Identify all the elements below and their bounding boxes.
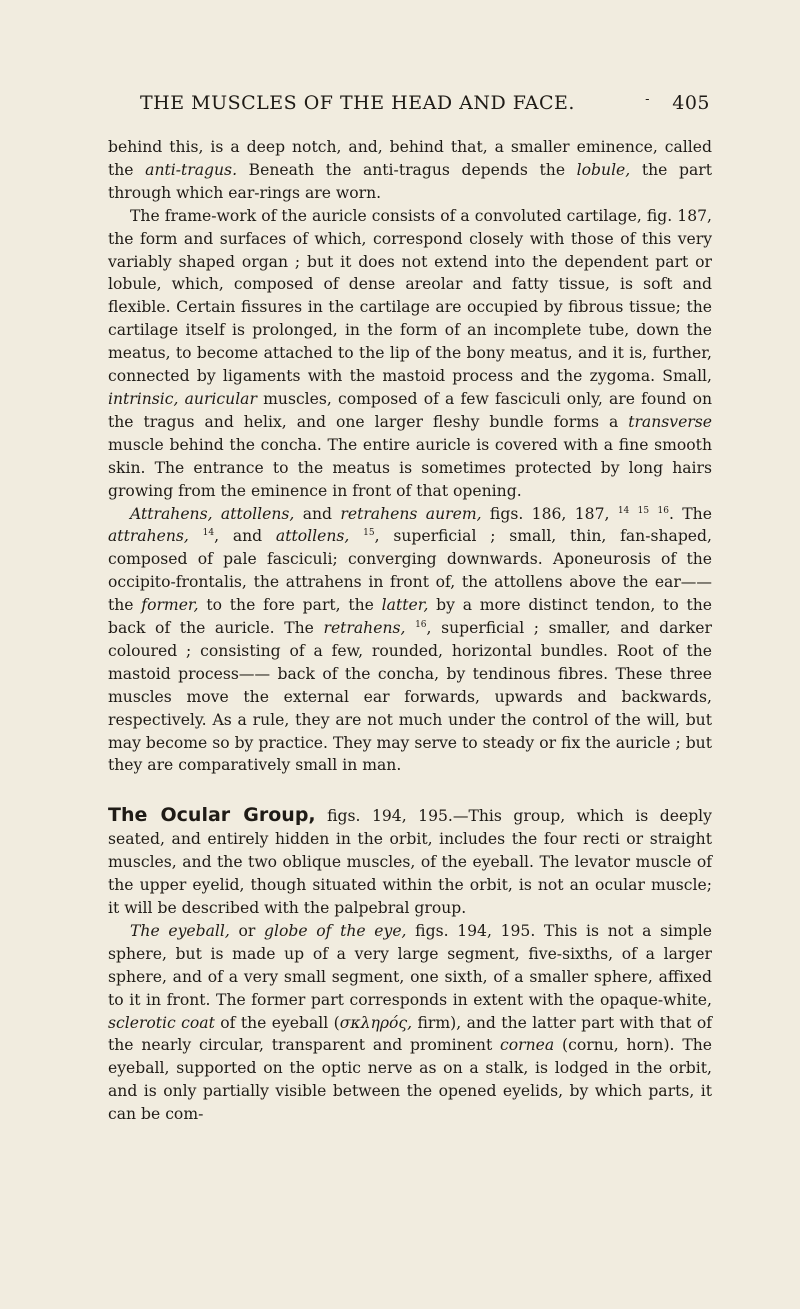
running-title: THE MUSCLES OF THE HEAD AND FACE. bbox=[140, 92, 575, 114]
term-sclerotic-coat: sclerotic coat bbox=[108, 1013, 215, 1032]
term-lobule: lobule, bbox=[576, 160, 631, 179]
term-attollens: attollens, bbox=[275, 527, 350, 546]
term-greek-skleros: σκληρός, bbox=[339, 1013, 413, 1032]
term-anti-tragus: anti-tragus. bbox=[145, 160, 238, 179]
ref-15b: 15 bbox=[363, 528, 375, 539]
paragraph-cartilage: The frame-work of the auricle consists of a convoluted cartilage, fig. 187, the form and surfaces of which, correspond closely with those of this very variably shaped organ ; but it does not extend into the dependent part or lobule, which, composed of dense areolar and fatty tissue, is soft and flexible. Certain fissures in the cartilage are occupied by fibrous tissue; the cartilage itself is prolonged, in the form of an incomplete tube, down the meatus, to become attached to the lip of the bony meatus, and it is, further, connected by ligaments with the mastoid process and the zygoma. Small, intrinsic, auricular muscles, composed of a few fasciculi only, are found on the tragus and helix, and one larger fleshy bundle forms a transverse muscle behind the concha. The entire auricle is covered with a fine smooth skin. The entrance to the meatus is sometimes protected by long hairs growing from the eminence in front of that opening. bbox=[108, 206, 712, 500]
term-globe: globe of the eye, bbox=[264, 921, 407, 940]
term-cornea: cornea bbox=[500, 1036, 555, 1055]
paragraph-eyeball: The eyeball, or globe of the eye, figs. 194, 195. This is not a simple sphere, but is made up of a very large segment, five-sixths, of a larger sphere, and of a very small segment, one sixth, of a smaller sphere, affixed to it in front. The former part corresponds in extent with the opaque-white, sclerotic coat of the eyeball (σκληρός, firm), and the latter part with that of the nearly circular, transparent and prominent cornea (cornu, horn). The eyeball, supported on the optic nerve as on a stalk, is lodged in the orbit, and is only partially visible between the opened eyelids, by which parts, it can be com- bbox=[108, 921, 713, 1124]
term-retrahens-aurem: retrahens aurem, bbox=[340, 504, 482, 523]
term-intrinsic: intrinsic, auricular bbox=[108, 389, 257, 408]
ref-14b: 14 bbox=[202, 528, 215, 539]
running-header bbox=[140, 92, 710, 122]
ref-16: 16 bbox=[657, 505, 669, 516]
term-attrahens: attrahens, bbox=[108, 527, 189, 546]
paragraph-auricular-muscles: Attrahens, attollens, and retrahens aurem, figs. 186, 187, $^{14}$ $^{15}$ $^{16}$. The attrahens, $^{14}$, and attollens, $^{15}$, superficial ; small, thin, fan-shaped, composed of pale fasciculi; converging downwards. Aponeurosis of the occipito-frontalis, the attrahens in front of, the attollens above the ear——the former, to the fore part, the latter, by a more distinct tendon, to the back of the auricle. The retrahens, $^{16}$, superficial ; smaller, and darker coloured ; consisting of a few, rounded, horizontal bundles. Root of the mastoid process—— back of the concha, by tendinous fibres. These three muscles move the external ear forwards, upwards and backwards, respectively. As a rule, they are not much under the control of the will, but may become so by practice. They may serve to steady or fix the auricle ; but they are comparatively small in man. bbox=[108, 504, 712, 775]
term-latter: latter, bbox=[381, 596, 429, 615]
ref-15: 15 bbox=[637, 505, 650, 516]
term-eyeball: The eyeball, bbox=[130, 921, 230, 940]
section-heading-ocular-group: The Ocular Group, bbox=[108, 804, 316, 827]
term-transverse: transverse bbox=[628, 412, 712, 431]
page-number: 405 bbox=[672, 92, 710, 114]
paragraph-ocular-group: The Ocular Group, figs. 194, 195.—This group, which is deeply seated, and entirely hidden in the orbit, includes the four recti or straight muscles, and the two oblique muscles, of the eyeball. The levator muscle of the upper eyelid, though situated within the orbit, is not an ocular muscle; it will be described with the palpebral group. bbox=[108, 804, 712, 917]
ref-14: 14 bbox=[617, 505, 630, 516]
term-former: former, bbox=[141, 596, 199, 615]
stray-mark: - bbox=[645, 92, 650, 107]
section-gap bbox=[108, 777, 712, 804]
body-text bbox=[108, 136, 712, 1126]
term-attrahens-attollens: Attrahens, attollens, bbox=[130, 504, 295, 523]
paragraph-lobule: behind this, is a deep notch, and, behind that, a smaller eminence, called the anti-tragus. Beneath the anti-tragus depends the lobule, the part through which ear-rings are worn. bbox=[108, 138, 712, 202]
term-retrahens: retrahens, bbox=[323, 619, 406, 638]
ref-16b: 16 bbox=[415, 620, 427, 631]
